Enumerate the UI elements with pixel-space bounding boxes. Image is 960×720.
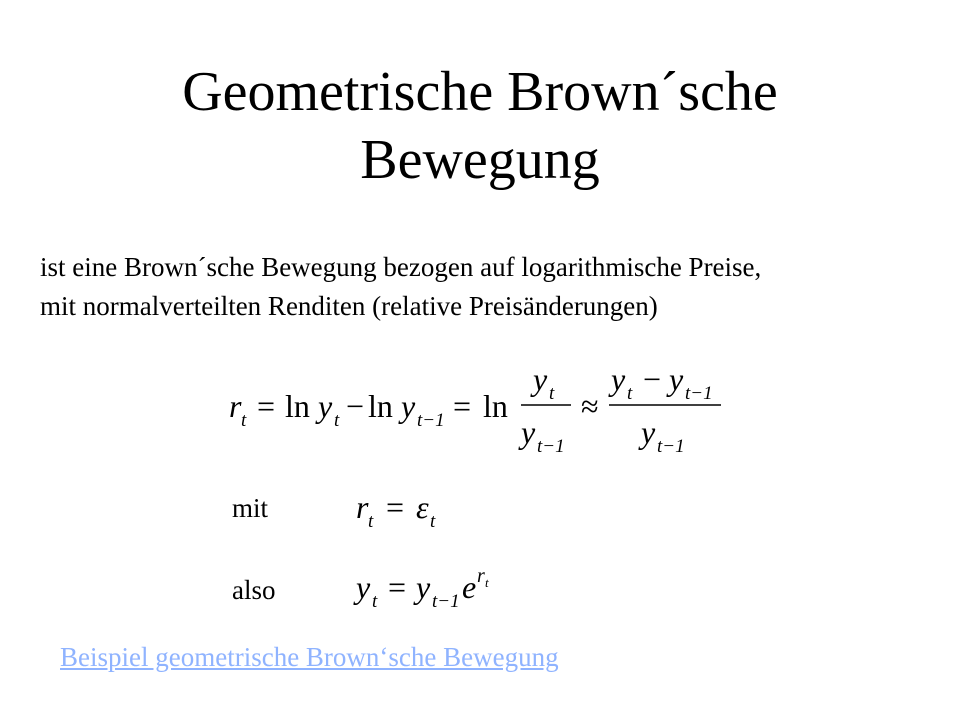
label-also: also bbox=[232, 575, 276, 605]
formula-y-2-sub: t−1 bbox=[417, 410, 445, 431]
formula-ln-3: ln bbox=[483, 388, 508, 424]
fraction-1-num-sub: t bbox=[549, 383, 555, 404]
formula-y-2: y bbox=[401, 388, 416, 424]
fraction-2-num-sub-2: t−1 bbox=[685, 383, 713, 404]
slide-title bbox=[0, 58, 960, 194]
mit-epsilon: ε bbox=[416, 489, 429, 525]
also-exp-r-sub: t bbox=[485, 575, 489, 590]
fraction-1-num-y: y bbox=[533, 361, 548, 397]
formula-mit bbox=[350, 488, 460, 533]
fraction-2-num-sub-1: t bbox=[627, 383, 633, 404]
formula-ln-1: ln bbox=[285, 388, 310, 424]
also-eq: = bbox=[388, 569, 407, 605]
intro-text bbox=[40, 248, 920, 326]
fraction-1-den-y: y bbox=[521, 414, 536, 450]
formula-r-sub: t bbox=[241, 410, 247, 431]
example-link[interactable]: Beispiel geometrische Brown‘sche Bewegung bbox=[60, 642, 559, 672]
also-y2: y bbox=[416, 569, 431, 605]
mit-eq: = bbox=[386, 489, 405, 525]
formula-y-1-sub: t bbox=[334, 410, 340, 431]
fraction-1-den-sub: t−1 bbox=[537, 436, 565, 457]
formula-approx: ≈ bbox=[581, 388, 599, 424]
intro-line-2: mit normalverteilten Renditen (relative Preisänderungen) bbox=[40, 291, 658, 321]
also-y-sub: t bbox=[372, 591, 378, 612]
mit-r: r bbox=[356, 489, 369, 525]
slide-title-line-2: Bewegung bbox=[360, 129, 600, 191]
fraction-2-den-sub: t−1 bbox=[657, 436, 685, 457]
slide-title-line-1: Geometrische Brown´sche bbox=[182, 61, 778, 123]
fraction-2-num-y-2: y bbox=[669, 361, 684, 397]
also-y: y bbox=[356, 569, 371, 605]
label-mit: mit bbox=[232, 493, 269, 523]
return-formula bbox=[215, 355, 735, 465]
formula-eq-1: = bbox=[257, 388, 276, 424]
fraction-2-num-minus: − bbox=[643, 361, 662, 397]
also-exp-r: r bbox=[477, 565, 485, 587]
mit-epsilon-sub: t bbox=[430, 511, 436, 532]
formula-minus-1: − bbox=[346, 388, 365, 424]
formula-eq-2: = bbox=[453, 388, 472, 424]
formula-also bbox=[350, 560, 510, 615]
formula-ln-2: ln bbox=[368, 388, 393, 424]
fraction-2-num-y-1: y bbox=[611, 361, 626, 397]
also-e: e bbox=[462, 569, 477, 605]
mit-r-sub: t bbox=[368, 511, 374, 532]
also-y2-sub: t−1 bbox=[432, 591, 460, 612]
formula-r: r bbox=[229, 388, 242, 424]
intro-line-1: ist eine Brown´sche Bewegung bezogen auf logarithmische Preise, bbox=[40, 252, 762, 282]
fraction-2-den-y: y bbox=[641, 414, 656, 450]
formula-y-1: y bbox=[318, 388, 333, 424]
